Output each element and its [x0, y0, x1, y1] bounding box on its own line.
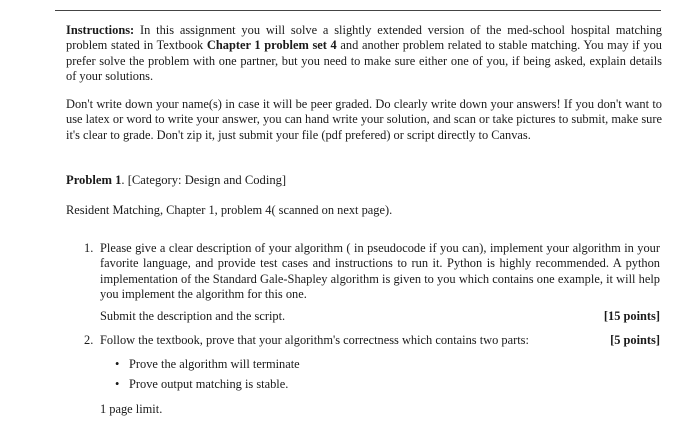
bullet-text: Prove output matching is stable. [129, 377, 289, 391]
submission-note: Don't write down your name(s) in case it will be peer graded. Do clearly write down your answers! If you don't want to use latex or word to write your answer, you can hand write your solution, and scan or take pictures to submit, make sure it's clear to grade. Don't zip it, just submit your file (pdf prefered) or script directly to Canvas. [66, 97, 662, 142]
points-label: [5 points] [610, 333, 660, 347]
problem-intro: Resident Matching, Chapter 1, problem 4( scanned on next page). [66, 203, 393, 217]
top-rule [55, 10, 661, 11]
problem-label: Problem 1 [66, 173, 122, 187]
bullet-icon: • [115, 377, 120, 391]
list-item [84, 333, 660, 348]
bullet-icon: • [115, 357, 120, 371]
item-number: 2. [84, 333, 94, 347]
page-limit: 1 page limit. [100, 402, 163, 416]
item-text: Follow the textbook, prove that your algorithm's correctness which contains two parts: [100, 333, 529, 347]
points-label: [15 points] [603, 309, 660, 323]
submit-text: Submit the description and the script. [100, 309, 286, 323]
instructions-text-after: and another problem related to stable matching. You may if you prefer solve the problem with one partner, but you need to make sure either one of you, if being asked, explain details of your solutions. [66, 38, 663, 84]
item-number: 1. [84, 241, 94, 255]
problem-category: . [Category: Design and Coding] [121, 173, 287, 187]
list-item [84, 241, 660, 303]
instructions-paragraph [66, 23, 662, 85]
bullet-text: Prove the algorithm will terminate [129, 357, 300, 371]
submit-line [100, 309, 660, 324]
item-text: Please give a clear description of your algorithm ( in pseudocode if you can), implement your algorithm in your favorite language, and provide test cases and instructions to run it. Python is highly recommended. A python implementation of the Standard Gale-Shapley algorithm is given to you which contains one example, it will help you implement the algorithm for this one. [100, 241, 660, 302]
instructions-text-before: In this assignment you will solve a slightly extended version of the med-school hospital matching problem stated in Textbook [66, 23, 662, 53]
problem-heading [66, 173, 286, 188]
instructions-label: Instructions: [66, 23, 135, 37]
chapter-reference: Chapter 1 problem set 4 [206, 38, 337, 53]
